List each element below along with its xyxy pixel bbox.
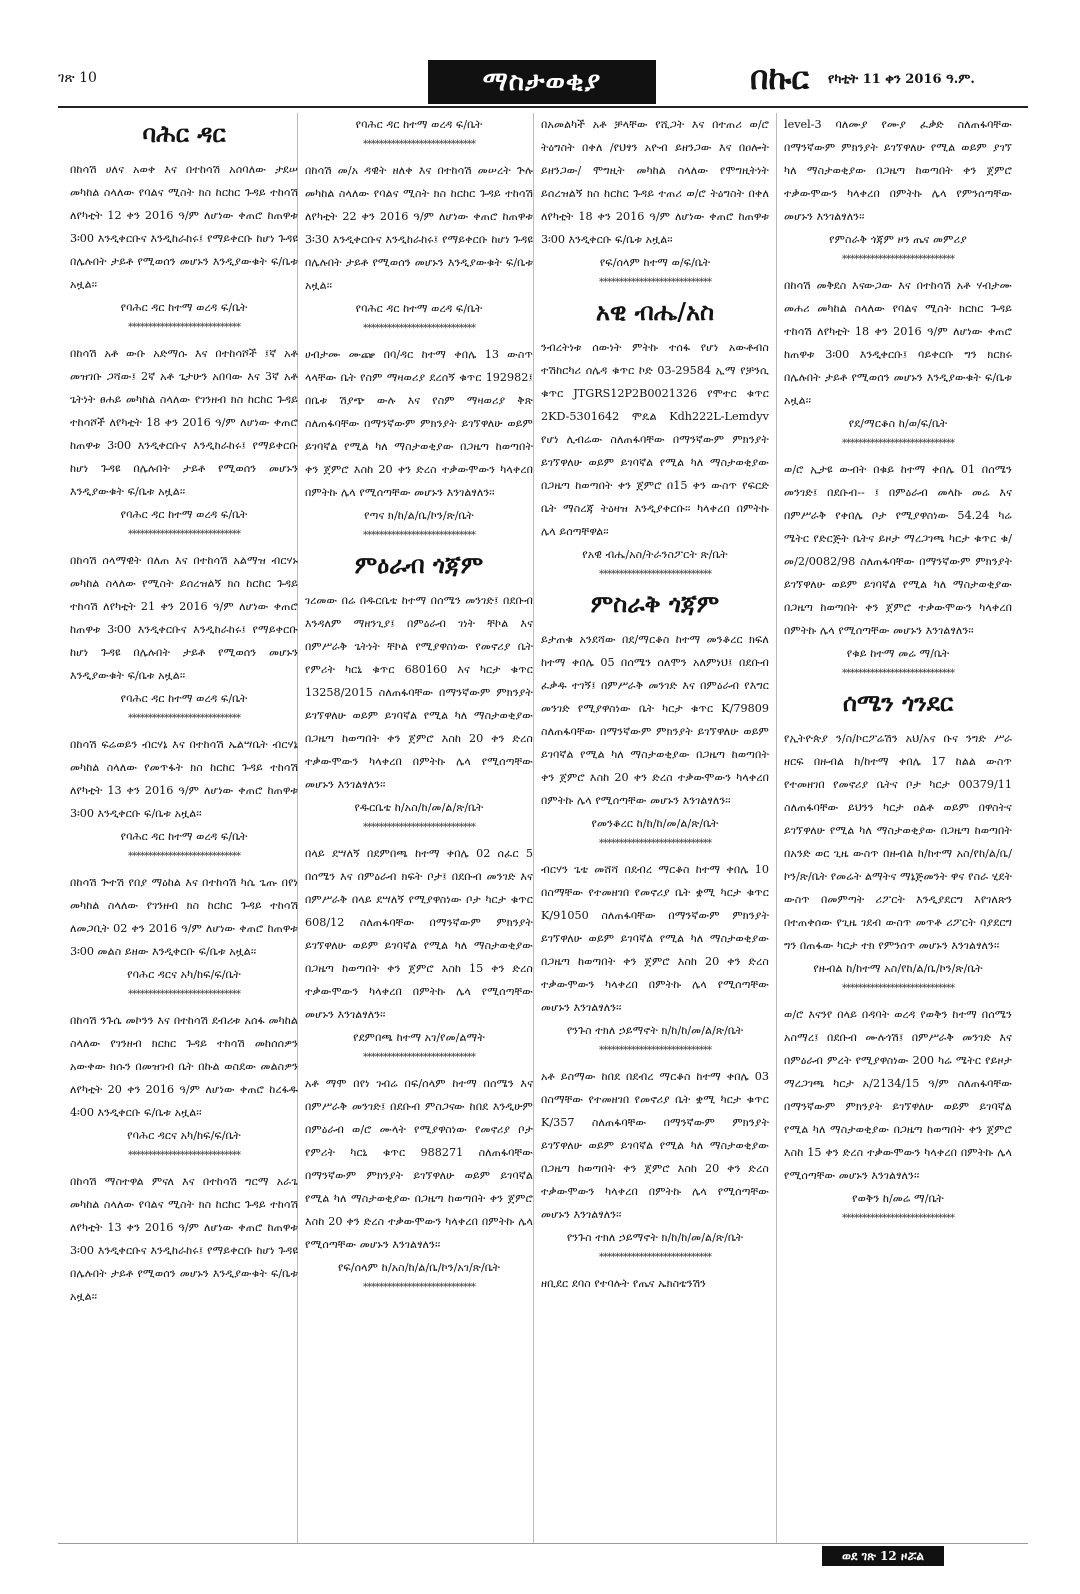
- newspaper-logo: በኩር: [750, 59, 809, 97]
- notice-signature: የንጉስ ተክለ ኃይማኖት ክ/ከ/ከ/መ/ል/ጽ/ቤት: [566, 1231, 744, 1244]
- star-separator: ****************************: [128, 1150, 240, 1161]
- notice-body: ንብረትነቱ ሰውነት ምትኩ ተሰፋ የሆነ አውቶብስ ተሽከርካሪ ሰሌዳ ቁጥር ኮድ 03-29584 ኢማ የቻንሲ ቁጥር JTGRS12P2B0021326 የሞተር ቁጥር 2KD-5301642 ሞዴል Kdh222L-Lemdyv የሆነ ሊብሬው ስለጠፋባቸው በማንኛውም ምክንያት ይገኘዋለሁ ወይም ይገባኛል የሚል ካለ ማስታወቂያው በጋዜጣ ከወጣበት ቀን ጀምሮ በ15 ቀን ውስጥ የፍርድ ቤት ማስረጃ ትዕዛዝ እንዲያቀርቡ፡፡ ካላቀረበ በምትኩ ሌላ ይሰጣቸዋል፡፡: [541, 341, 769, 538]
- notice-body: ዘቢደር ደባስ የተባሉት የጤና ኤክስቴንሽን: [541, 1277, 707, 1290]
- column-3: [541, 113, 769, 1543]
- column-1: [70, 113, 298, 1543]
- notice-body: በከሳሽ ማስተዋል ምናለ እና በተከሳሽ ግርማ አራጌ መካከል ስላለው የባልና ሚስት ክስ ከርከር ጉዳይ ተከሳሽ ለየካቲት 13 ቀን 2016 ዓ/ም ለሆነው ቀጠሮ ከጠዋቱ 3፡00 እንዲቀርቡና እንዲከራከሩ፤ የማይቀርቡ ከሆነ ጉዳዩ በሌሉበት ታይቶ የሚወሰን መሆኑን እንዲያውቁት ፍ/ቤቱ አዟል፡፡: [70, 1175, 298, 1303]
- notice-signature: የፍ/ሰላም ከተማ ወ/ፍ/ቤት: [599, 256, 711, 269]
- notice-signature: የባሕር ዳርና አካ/ከፍ/ፍ/ቤት: [127, 968, 241, 981]
- notice-body: አቶ ይስማው ከበደ በደብረ ማርቆስ ከተማ ቀበሌ 03 በስማቸው የተመዘገበ የመኖሪያ ቤት ቋሚ ካርታ ቁጥር K/357 ስለጠፋባቸው በማንኛውም ምክንያት ይገኘዋለሁ ወይም ይገባኛል የሚል ካለ ማስታወቂያው በጋዜጣ ከወጣበት ቀን ጀምሮ እስከ 20 ቀን ድረስ ተቃውሞውን ካላቀረበ በምትኩ ሌላ የሚሰጣቸው መሆኑን እንገልፃለን፡፡: [541, 1070, 769, 1221]
- star-separator: ****************************: [128, 851, 240, 862]
- star-separator: ****************************: [842, 438, 954, 449]
- column-divider: [776, 113, 777, 1543]
- star-separator: ****************************: [128, 529, 240, 540]
- star-separator: ****************************: [363, 1282, 475, 1293]
- notice-signature: የደ/ማርቆስ ከ/ወ/ፍ/ቤት: [848, 417, 948, 430]
- section-banner: ማስታወቂያ: [428, 60, 656, 104]
- notice-signature: የባሕር ዳር ከተማ ወረዳ ፍ/ቤት: [120, 508, 248, 521]
- footer-rule: [58, 1543, 1028, 1544]
- notice-body: በከሳሽ መ/አ ዳዊት ዘለቀ እና በተከሳሽ መሠረት ጕሉ መካከል ስላለው የባልና ሚስት ክስ ከርከር ጉዳይ ተከሳሽ ለየካቲት 22 ቀን 2016 ዓ/ም ለሆነው ቀጠሮ ከጠዋቱ 3፡30 እንዲቀርቡና እንዲከራከሩ፤ የማይቀርቡ ከሆነ ጉዳዩ በሌሉበት ታይቶ የሚወሰን መሆኑን እንዲያውቁት ፍ/ቤቱ አዟል፡፡: [305, 164, 533, 292]
- star-separator: ****************************: [363, 323, 475, 334]
- section-heading: አዊ ብሔ/አስ: [595, 297, 715, 326]
- notice-body: ገረመው በሬ በዱርቤቴ ከተማ በሰሜን መንገድ፤ በደቡብ እንዳለም ማዘንጊያ፤ በምዕራብ ገነት ቸኮል እና በምሥራቅ ጌትነት ቸኮል የሚያዋስነው የመኖሪያ ቤት የምሪት ካርኒ ቁጥር 680160 እና ካርታ ቁጥር 13258/2015 ስለጠፋባቸው በማንኛውም ምክንያት ይገኘዋለሁ ወይም ይገባኛል የሚል ካለ ማስታወቂያው በጋዜጣ ከወጣበት ቀን ጀምሮ እስከ 20 ቀን ድረስ ተቃውሞውን ካላቀረበ በምትኩ ሌላ የሚሰጣቸው መሆኑን እንገልፃለን፡፡: [305, 594, 533, 791]
- header-rule: [58, 106, 1028, 108]
- section-heading: ምስራቅ ጎጃም: [590, 589, 720, 618]
- notice-signature: የባሕር ዳር ከተማ ወረዳ ፍ/ቤት: [355, 302, 483, 315]
- column-divider: [533, 113, 534, 1543]
- column-4: [784, 113, 1012, 1543]
- notice-body: ብርሃን ጌቴ መሸሻ በደብረ ማርቆስ ከተማ ቀበሌ 10 በስማቸው የተመዘገበ የመኖሪያ ቤት ቋሚ ካርታ ቁጥር K/91050 ስለጠፋባቸው በማንኛውም ምክንያት ይገኘዋለሁ ወይም ይገባኛል የሚል ካለ ማስታወቂያው በጋዜጣ ከወጣበት ቀን ጀምሮ እስከ 20 ቀን ድረስ ተቃውሞውን ካላቀረበ በምትኩ ሌላ የሚሰጣቸው መሆኑን እንገልፃለን፡፡: [541, 863, 769, 1014]
- star-separator: ****************************: [842, 254, 954, 265]
- star-separator: ****************************: [599, 569, 711, 580]
- notice-signature: የባሕር ዳር ከተማ ወረዳ ፍ/ቤት: [120, 301, 248, 314]
- notice-signature: የባሕር ዳር ከተማ ወረዳ ፍ/ቤት: [120, 830, 248, 843]
- notice-body: level-3 ባለሙያ የሙያ ፈቃድ ስለጠፋባቸው በማንኛውም ምክንያት ይገኘዋለሁ የሚል ወይም ያገኘ ካለ ማስታወቂያው በጋዜጣ ከወጣበት ቀን ጀምሮ ተቃውሞውን ካላቀረበ በምትኩ ሌላ የምንሰጣቸው መሆኑን እንገልፃለን፡፡: [784, 118, 1012, 223]
- issue-date: የካቲት 11 ቀን 2016 ዓ.ም.: [828, 72, 975, 87]
- column-2: [305, 113, 533, 1543]
- notice-body: በከሳሽ መቅደስ እናውጋው እና በተከሳሽ አቶ ሃብታሙ መሐሪ መካከል ስላለው የባልና ሚስት ክርክር ጉዳይ ተከሳሽ ለየካቲት 18 ቀን 2016 ዓ/ም ለሆነው ቀጠሮ ከጠዋቱ 3፡00 እንዲቀርቡ፤ ባይቀርቡ ግን ክርክሩ በሌሉበት ታይቶ የሚወሰን መሆኑን እንዲያውቁት ፍ/ቤቱ አዟል፡፡: [784, 279, 1012, 407]
- notice-body: ወ/ሮ እናንየ በላይ በዳባት ወረዳ የወቅን ከተማ በሰሜን አስማረ፤ በደቡብ ሙሉጎሽ፤ በምሥራቅ መንገድ እና በምዕራብ ምረት የሚያዋስነው 200 ካሬ ሜትር የይዞታ ማረጋገጫ ካርታ አ/2134/15 ዓ/ም ስለጠፋባቸው በማንኛውም ምክንያት ይገኘዋለሁ ወይም ይገባኛል የሚል ካለ ማስታወቂያው በጋዜጣ ከወጣበት ቀን ጀምሮ እስከ 15 ቀን ድረስ ተቃውሞውን ካላቀረበ በምትኩ ሌላ የሚሰጣቸው መሆኑን እንገልፃለን፡፡: [784, 1008, 1012, 1182]
- notice-body: በከሳሽ ሰላማዊት በለጠ እና በተከሳሽ አልማዝ ብርሃኑ መካከል ስላለው የሚስት ይሰረዝልኝ ክስ ከርከር ጉዳይ ተከሳሽ ለየካቲት 21 ቀን 2016 ዓ/ም ለሆነው ቀጠሮ ከጠዋቱ 3፡00 እንዲቀርቡና እንዲከራከሩ፤ የማይቀርቡ ከሆነ ጉዳዩ በሌሉበት ታይቶ የሚወሰን መሆኑን እንዲያውቁት ፍ/ቤቱ አዟል፡፡: [70, 554, 298, 682]
- star-separator: ****************************: [599, 277, 711, 288]
- notice-signature: የወቅን ከ/መሬ ማ/ቤት: [852, 1192, 944, 1205]
- notice-signature: የደምበጫ ከተማ አገ/የመ/ልማት: [353, 1031, 485, 1044]
- star-separator: ****************************: [128, 713, 240, 724]
- notice-body: በከሳሽ ጕተሽ የበያ ማዕከል እና በተከሳሽ ካሴ ጌጡ በየነ መካከል ስላለው የገንዘብ ክስ ከርከር ጉዳይ ተከሳሽ ለመጋቢት 02 ቀን 2016 ዓ/ም ለሆነው ቀጠሮ ከጠዋቱ 3፡00 መልስ ይዘው እንዲቀርቡ ፍ/ቤቱ አዟል፡፡: [70, 876, 298, 958]
- notice-signature: የአዊ ብሔ/አስ/ትራንስፖርት ጽ/ቤት: [582, 548, 728, 561]
- star-separator: ****************************: [363, 530, 475, 541]
- notice-body: የኢትዮጵያ ን/ስ/ኮርፖሬሽን አህ/አና ቡና ንግድ ሥራ ዘርፍ በዙብል ከ/ከተማ ቀበሌ 17 ከልል ውስጥ የተመዘገበ የመኖሪያ ቤትና ቦታ ካርታ 00379/11 ስለጠፋባቸው ይህንን ካርታ ዐልቶ ወይም በዋስትና ይገኘዋለሁ የሚል ካለ ማስታወቂያው በጋዜጣ ከወጣበት በአንድ ወር ጊዜ ውስጥ በዙብል ከ/ከተማ አስ/የከ/ል/ቤ/ኮን/ጽ/ቤት የመሬት ልማትና ማኔጅመንት ዋና የስራ ሂደት ውስጥ በመምጣት ሪፖርት እንዲያደርግ እየገለጽን በተጠቀሰው የጊዜ ገደብ ውስጥ መጥቶ ሪፖርት ባያደርግ ግን በጠፋው ካርታ ተክ የምንሰጥ መሆኑን እንገልፃለን፡፡: [784, 732, 1012, 952]
- notice-body: አቶ ማሞ በየነ ገብሬ በፍ/ሰላም ከተማ በሰሜን እና በምሥራቅ መንገድ፤ በደቡብ ምስጋናው ከበደ እንዲሁም በምዕራብ ወ/ሮ ሙላት የሚያዋስነው የመኖሪያ ቦታ የምሪት ካርኒ ቁጥር 988271 ስለጠፋባቸው በማንኛውም ምክንያት ይገኘዋለሁ ወይም ይገባኛል የሚል ካለ ማስታወቂያው በጋዜጣ ከወጣበት ቀን ጀምሮ እስከ 20 ቀን ድረስ ተቃውሞውን ካላቀረበ በምትኩ ሌላ የሚሰጣቸው መሆኑን እንገልፃለን፡፡: [305, 1077, 533, 1251]
- section-heading: ባሕር ዳር: [142, 119, 226, 148]
- section-heading: ምዕራብ ጎጃም: [354, 550, 484, 579]
- star-separator: ****************************: [128, 322, 240, 333]
- notice-body: ይታጠቁ አንደሻው በደ/ማርቆስ ከተማ መንቆረር ክፍለ ከተማ ቀበሌ 05 በሰሜን ሰለሞን አለምነህ፤ በደቡብ ፈቃዱ ተገኝ፤ በምሥራቅ መንገድ እና በምዕራብ የእግር መንገድ የሚያዋስነው ቤት ካርታ ቁጥር K/79809 ስለጠፋባቸው በማንኛውም ምክንያት ይገኘዋለሁ ወይም ይገባኛል የሚል ካለ ማስታወቂያው በጋዜጣ ከወጣበት ቀን ጀምሮ እስከ 20 ቀን ድረስ ተቃውሞውን ካላቀረበ በምትኩ ሌላ የሚሰጣቸው መሆኑን እንገልፃለን፡፡: [541, 633, 769, 807]
- page-number: ገጽ 10: [58, 70, 97, 86]
- notice-signature: የንጉስ ተክለ ኃይማኖት ክ/ከ/ከ/መ/ል/ጽ/ቤት: [566, 1024, 744, 1037]
- continue-label: ወደ ገጽ 12 ዞሯል: [822, 1546, 944, 1566]
- notice-signature: የፍ/ሰላም ከ/አስ/ከ/ል/ቤ/ኮን/አገ/ጽ/ቤት: [337, 1261, 501, 1274]
- star-separator: ****************************: [842, 1213, 954, 1224]
- notice-signature: የባሕር ዳር ከተማ ወረዳ ፍ/ቤት: [120, 692, 248, 705]
- notice-signature: የዱርቤቴ ከ/አስ/ከ/መ/ል/ጽ/ቤት: [354, 801, 484, 814]
- notice-signature: የቁይ ከተማ መሬ ማ/ቤት: [846, 647, 950, 660]
- star-separator: ****************************: [599, 1045, 711, 1056]
- notice-signature: የባሕር ዳርና አካ/ከፍ/ፍ/ቤት: [127, 1129, 241, 1142]
- notice-body: በአመልካች አቶ ቻላቸው የሺጋት እና በተጠሪ ወ/ሮ ትዕግስት በቀለ /የህፃን አዮብ ይዘንጋው እና በዐሎት ይዘንጋው/ ሞግዚት መካከል ስላለው የሞግዚትነት ይሰረዝልኝ ክስ ከርከር ጉዳይ ተጠሪ ወ/ሮ ትዕግስት በቀለ ለየካቲት 18 ቀን 2016 ዓ/ም ለሆነው ቀጠሮ ከጠዋቱ 3፡00 እንዲቀርቡ ፍ/ቤቱ አዟል፡፡: [541, 118, 769, 246]
- star-separator: ****************************: [599, 1252, 711, 1263]
- notice-body: በከሳሽ ፍሬወይን ብርሃኔ እና በተከሳሽ ኤልሣቤት ብርሃኔ መካከል ስላለው የመጥፋት ክስ ከርከር ጉዳይ ተከሳሽ ለየካቲት 13 ቀን 2016 ዓ/ም ለሆነው ቀጠሮ ከጠዋቱ 3፡00 እንዲቀርቡ ፍ/ቤቱ አዟል፡፡: [70, 738, 298, 820]
- star-separator: ****************************: [363, 822, 475, 833]
- notice-signature: የመንቆረር ከ/ከ/ከ/መ/ል/ጽ/ቤት: [591, 817, 719, 830]
- notice-body: በከሳሽ ንጉሴ መኮንን እና በተከሳሽ ደብሪቱ አሰፋ መካከል ስላለው የገንዘብ ክርክር ጉዳይ ተከሳሽ መከሰሰዎን አውቀው ክሱን በመዝገብ ቤት በኩል ወስደው መልስዎን ለየካቲት 20 ቀን 2016 ዓ/ም ለሆነው ቀጠሮ ከረፋዱ 4፡00 እንዲቀርቡ ፍ/ቤቱ አዟል፡፡: [70, 1014, 298, 1119]
- notice-body: ወ/ሮ ኢታዩ ውብት በቁይ ከተማ ቀበሌ 01 በሰሜን መንገድ፤ በደቡብ-- ፤ በምዕራብ መላኩ መሬ እና በምሥራቅ የቀበሌ ቦታ የሚያዋስነው 54.24 ካሬ ሜትር የድርጅት ቤትና ይዞታ ማረጋገጫ ካርታ ቁጥር ቁ/መ/2/0082/98 ስለጠፋባቸው በማንኛውም ምክንያት ይገኘዋለሁ ወይም ይገባኛል የሚል ካለ ማስታወቂያው በጋዜጣ ከወጣበት ቀን ጀምሮ ተቃውሞውን ካላቀረበ በምትኩ ሌላ የሚሰጣቸው መሆኑን እንገልፃለን፡፡: [784, 463, 1012, 637]
- star-separator: ****************************: [599, 838, 711, 849]
- notice-body: በላይ ደሣለኝ በደምበጫ ከተማ ቀበሌ 02 ሰፈር 5 በሰሜን እና በምዕራብ ክፍት ቦታ፤ በደቡብ መንገድ እና በምሥራቅ በላይ ደሣለኝ የሚያዋስነው ቦታ ካርታ ቁጥር 608/12 ስለጠፋባቸው በማንኛውም ምክንያት ይገኘዋለሁ ወይም ይገባኛል የሚል ካለ ማስታወቂያው በጋዜጣ ከወጣበት ቀን ጀምሮ እስከ 15 ቀን ድረስ ተቃውሞውን ካላቀረበ በምትኩ ሌላ የሚሰጣቸው መሆኑን እንገልፃለን፡፡: [305, 847, 533, 1021]
- notice-signature: የጣና ክ/ከ/ል/ቤ/ኮን/ጽ/ቤት: [364, 509, 474, 522]
- notice-body: በከሳሽ ሀለና አወቀ እና በተከሳሽ አሰባለው ታደሠ መካከል ስላለው የባልና ሚስት ክስ ከርከር ጉዳይ ተከሳሽ ለየካቲት 12 ቀን 2016 ዓ/ም ለሆነው ቀጠሮ ከጠዋቱ 3፡00 እንዲቀርቡና እንዲከራከሩ፤ የማይቀርቡ ከሆነ ጉዳዩ በሌሉበት ታይቶ የሚወሰን መሆኑን እንዲያውቁት ፍ/ቤቱ አዟል፡፡: [70, 163, 298, 291]
- star-separator: ****************************: [842, 983, 954, 994]
- star-separator: ****************************: [128, 989, 240, 1000]
- notice-signature: የዙብል ከ/ከተማ አስ/የከ/ል/ቤ/ኮን/ጽ/ቤት: [813, 962, 983, 975]
- star-separator: ****************************: [842, 668, 954, 679]
- star-separator: ****************************: [363, 1052, 475, 1063]
- notice-signature: የባሕር ዳር ከተማ ወረዳ ፍ/ቤት: [355, 118, 483, 131]
- notice-signature: የምስራቅ ጎጃም ዞን ጤና መምሪያ: [829, 233, 967, 246]
- notice-body: በከሳሽ አቶ ውቡ አድማሱ እና በተከሳሾች ፤ኛ አቶ መዝገቡ ጋሻው፤ 2ኛ አቶ ጌታሁን አበባው እና 3ኛ አቶ ጌትነት ፀሐይ መካከል ስላለው የገንዘብ ክስ ከርከር ጉዳይ ተከሳሾች ለየካቲት 18 ቀን 2016 ዓ/ም ለሆነው ቀጠሮ ከጠዋቱ 3፡00 እንዲቀርቡና እንዲከራከሩ፤ የማይቀርቡ ከሆነ ጉዳዩ በሌሉበት ታይቶ የሚወሰን መሆኑን እንዲያውቁት ፍ/ቤቱ አዟል፡፡: [70, 347, 298, 498]
- notice-body: ሀብታሙ ሙጬ በባ/ዳር ከተማ ቀበሌ 13 ውስጥ ላላቸው ቤት የስም ማዛወሪያ ደረሰኝ ቁጥር 192982፤ በቤቱ ሽያጭ ውሉ እና የስም ማዛወሪያ ቅጽ ስለጠፋባቸው በማንኛውም ምክንያት ይገኘዋለሁ ወይም ይገባኛል የሚል ካለ ማስታወቂያው በጋዜጣ ከወጣበት ቀን ጀምሮ እስከ 20 ቀን ድረስ ተቃውሞውን ካላቀረበ በምትኩ ሌላ የሚሰጣቸው መሆኑን እንገልፃለን፡፡: [305, 348, 533, 499]
- page-header: [58, 58, 1028, 108]
- section-heading: ሰሜን ጎንደር: [842, 688, 954, 717]
- star-separator: ****************************: [363, 139, 475, 150]
